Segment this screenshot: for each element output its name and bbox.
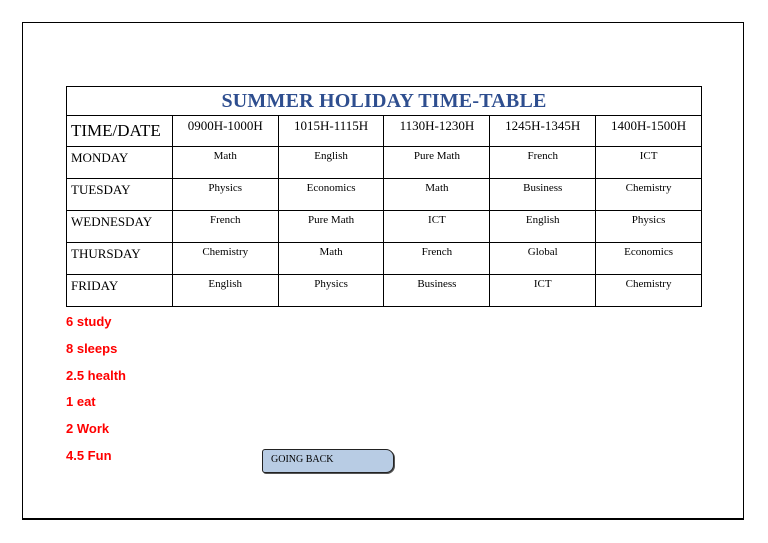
subject-cell: ICT [596,147,702,179]
table-row [67,275,702,307]
header-row [67,116,702,147]
list-item: 8 sleeps [66,340,118,356]
time-slot-header: 1130H-1230H [384,116,490,147]
time-slot-header: 0900H-1000H [172,116,278,147]
subject-cell: Math [172,147,278,179]
list-item: 2.5 health [66,367,126,383]
list-item: 1 eat [66,394,96,410]
day-label: TUESDAY [67,179,173,211]
list-item: 6 study [66,314,112,329]
subject-cell: French [490,147,596,179]
table-row [67,243,702,275]
day-label: THURSDAY [67,243,173,275]
subject-cell: ICT [490,275,596,307]
hours-breakdown-list [66,314,126,475]
subject-cell: French [384,243,490,275]
subject-cell: Business [384,275,490,307]
subject-cell: Physics [278,275,384,307]
day-label: MONDAY [67,147,173,179]
subject-cell: Math [278,243,384,275]
subject-cell: Physics [596,211,702,243]
time-slot-header: 1245H-1345H [490,116,596,147]
subject-cell: Pure Math [278,211,384,243]
timetable [66,86,702,307]
title-row [67,87,702,116]
subject-cell: Chemistry [596,179,702,211]
day-label: FRIDAY [67,275,173,307]
subject-cell: Chemistry [172,243,278,275]
subject-cell: English [278,147,384,179]
time-slot-header: 1015H-1115H [278,116,384,147]
subject-cell: Economics [278,179,384,211]
time-slot-header: 1400H-1500H [596,116,702,147]
subject-cell: Business [490,179,596,211]
table-row [67,147,702,179]
subject-cell: French [172,211,278,243]
subject-cell: Global [490,243,596,275]
subject-cell: English [172,275,278,307]
subject-cell: Pure Math [384,147,490,179]
table-row [67,211,702,243]
going-back-button[interactable] [262,449,394,473]
subject-cell: Physics [172,179,278,211]
subject-cell: Math [384,179,490,211]
subject-cell: ICT [384,211,490,243]
table-row [67,179,702,211]
list-item: 4.5 Fun [66,447,112,463]
going-back-label: GOING BACK [271,454,334,465]
timetable-title: SUMMER HOLIDAY TIME-TABLE [67,87,702,116]
list-item: 2 Work [66,421,110,437]
header-label: TIME/DATE [67,116,173,147]
subject-cell: Economics [596,243,702,275]
day-label: WEDNESDAY [67,211,173,243]
subject-cell: English [490,211,596,243]
subject-cell: Chemistry [596,275,702,307]
